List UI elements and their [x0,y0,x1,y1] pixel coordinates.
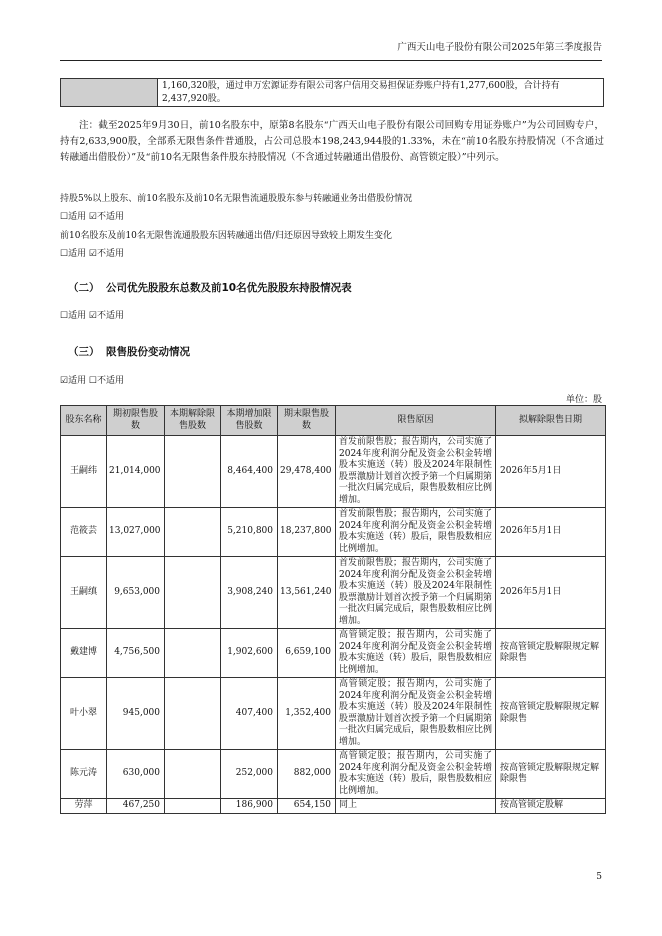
end-shares: 882,000 [278,750,336,799]
preferred-shares-choice: ☐适用 ☑不适用 [60,311,124,321]
table-header-row [61,406,606,436]
release-date: 按高管锁定股解限规定解除限售 [496,678,606,750]
added-shares: 8,464,400 [221,436,278,508]
release-date: 按高管锁定股解 [496,799,606,814]
section-number: （三） [68,346,100,358]
end-shares: 1,352,400 [278,678,336,750]
table-cell: 1,160,320股，通过申万宏源证券有限公司客户信用交易担保证券账户持有1,277,600股，合计持有2,437,920股。 [158,79,604,107]
begin-shares: 630,000 [107,750,165,799]
release-date: 按高管锁定股解限规定解除限售 [496,629,606,678]
lending-change-choice: ☐适用 ☑不适用 [60,249,124,259]
table-row [61,629,606,678]
column-header: 本期解除限售股数 [165,406,221,436]
section-title: 限售股份变动情况 [106,346,190,358]
released-shares [165,629,221,678]
column-header: 拟解除限售日期 [496,406,606,436]
begin-shares: 21,014,000 [107,436,165,508]
end-shares: 29,478,400 [278,436,336,508]
end-shares: 18,237,800 [278,508,336,557]
shareholder-name: 王嗣缜 [61,557,107,629]
column-header: 限售原因 [336,406,496,436]
released-shares [165,436,221,508]
restriction-reason: 高管锁定股；报告期内，公司实施了2024年度利润分配及资金公积金转增股本实施送（转）股后，限售股数相应比例增加。 [336,750,496,799]
lending-disclosure-title: 持股5%以上股东、前10名股东及前10名无限售流通股股东参与转融通业务出借股份情况 [60,194,413,204]
restriction-reason: 首发前限售股；报告期内，公司实施了2024年度利润分配及资金公积金转增股本实施送（转）股后，限售股数相应比例增加。 [336,508,496,557]
shareholder-name: 叶小翠 [61,678,107,750]
released-shares [165,799,221,814]
added-shares: 252,000 [221,750,278,799]
page-header: 广西天山电子股份有限公司2025年第三季度报告 [60,42,602,61]
restriction-reason: 高管锁定股；报告期内，公司实施了2024年度利润分配及资金公积金转增股本实施送（转）股及2024年限制性股票激励计划首次授予第一个归属期第一批次归属完成后，限售股数相应比例增加。 [336,678,496,750]
added-shares: 5,210,800 [221,508,278,557]
section-preferred-shares [68,280,352,295]
begin-shares: 467,250 [107,799,165,814]
begin-shares: 13,027,000 [107,508,165,557]
restriction-reason: 同上 [336,799,496,814]
shareholder-name: 陈元涛 [61,750,107,799]
released-shares [165,557,221,629]
shareholder-name: 戴建博 [61,629,107,678]
restriction-reason: 首发前限售股；报告期内，公司实施了2024年度利润分配及资金公积金转增股本实施送（转）股及2024年限制性股票激励计划首次授予第一个归属期第一批次归属完成后，限售股数相应比例增加。 [336,436,496,508]
restricted-shares-table [60,405,606,814]
added-shares: 186,900 [221,799,278,814]
note-paragraph: 注：截至2025年9月30日，前10名股东中，原第8名股东“广西天山电子股份有限公司回购专用证券账户”为公司回购专户，持有2,633,900股，全部系无限售条件普通股，占公司总股本198,243,944股的1.33%，未在“前10名股东持股情况（不含通过转融通出借股份）”及“前10名无限售条件股东持股情况（不含通过转融通出借股份、高管锁定股）”中列示。 [60,120,604,163]
table-row [61,79,604,107]
table-row [61,678,606,750]
release-date: 2026年5月1日 [496,436,606,508]
table-cell [61,79,158,107]
end-shares: 6,659,100 [278,629,336,678]
column-header: 期初限售股数 [107,406,165,436]
restricted-shares-choice: ☑适用 ☐不适用 [60,376,124,386]
shareholder-name: 王嗣纬 [61,436,107,508]
end-shares: 13,561,240 [278,557,336,629]
begin-shares: 9,653,000 [107,557,165,629]
table-row [61,799,606,814]
end-shares: 654,150 [278,799,336,814]
released-shares [165,678,221,750]
page-number: 5 [596,872,602,882]
continued-shareholder-table [60,78,604,107]
added-shares: 407,400 [221,678,278,750]
added-shares: 1,902,600 [221,629,278,678]
lending-disclosure-choice: ☐适用 ☑不适用 [60,212,124,222]
table-row [61,436,606,508]
table-row [61,750,606,799]
release-date: 按高管锁定股解限规定解除限售 [496,750,606,799]
column-header: 本期增加限售股数 [221,406,278,436]
shareholder-name: 劳萍 [61,799,107,814]
release-date: 2026年5月1日 [496,557,606,629]
table-row [61,557,606,629]
begin-shares: 945,000 [107,678,165,750]
column-header: 期末限售股数 [278,406,336,436]
shareholder-name: 范筱芸 [61,508,107,557]
restriction-reason: 高管锁定股；报告期内，公司实施了2024年度利润分配及资金公积金转增股本实施送（转）股后，限售股数相应比例增加。 [336,629,496,678]
release-date: 2026年5月1日 [496,508,606,557]
released-shares [165,508,221,557]
begin-shares: 4,756,500 [107,629,165,678]
table-row [61,508,606,557]
restriction-reason: 首发前限售股；报告期内，公司实施了2024年度利润分配及资金公积金转增股本实施送（转）股及2024年限制性股票激励计划首次授予第一个归属期第一批次归属完成后，限售股数相应比例增加。 [336,557,496,629]
unit-label: 单位：股 [565,395,602,405]
section-restricted-shares [68,344,190,359]
column-header: 股东名称 [61,406,107,436]
lending-change-title: 前10名股东及前10名无限售流通股股东因转融通出借/归还原因导致较上期发生变化 [60,231,392,241]
section-title: 公司优先股股东总数及前10名优先股股东持股情况表 [106,282,352,294]
released-shares [165,750,221,799]
added-shares: 3,908,240 [221,557,278,629]
section-number: （二） [68,282,100,294]
